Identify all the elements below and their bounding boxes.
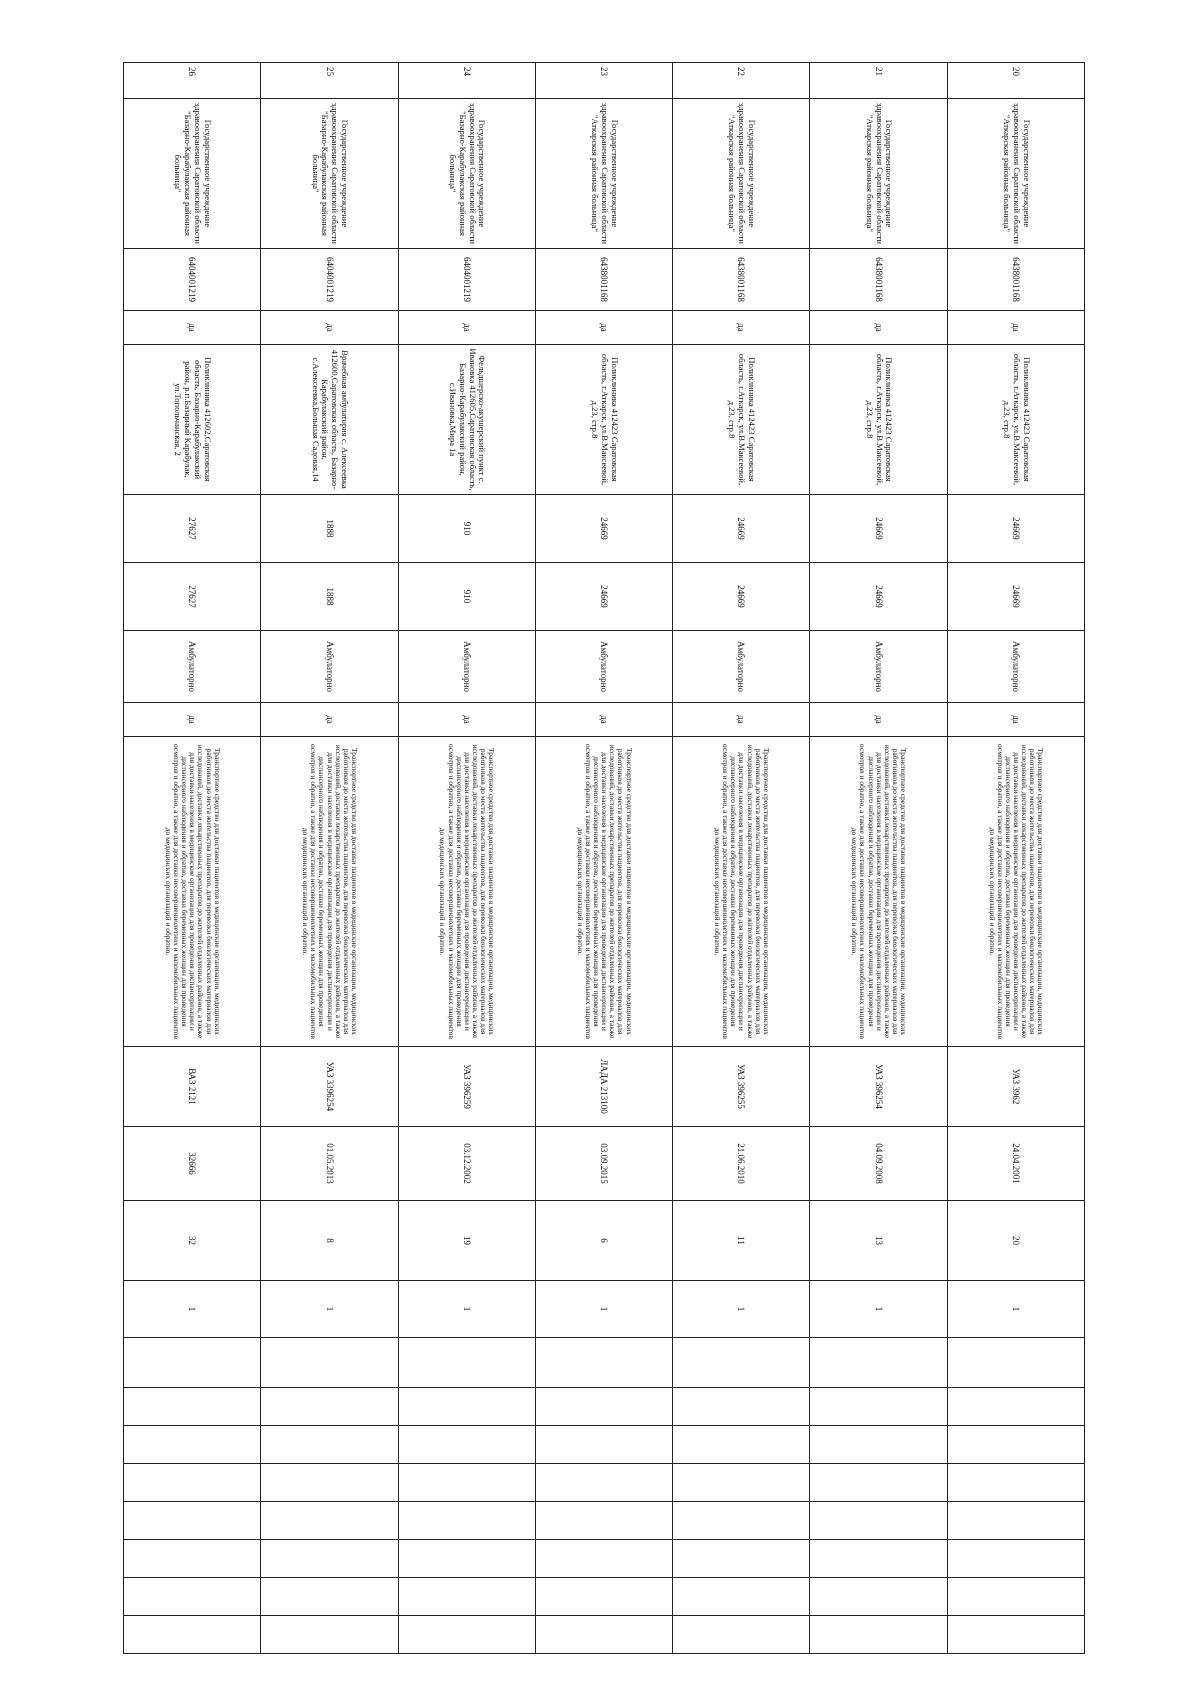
- flag-yes-2: да: [398, 703, 535, 737]
- empty-cell: [810, 1464, 947, 1502]
- empty-cell: [535, 1426, 672, 1464]
- empty-cell: [947, 1540, 1084, 1578]
- empty-cell: [124, 1464, 261, 1502]
- empty-cell: [810, 1426, 947, 1464]
- organization-name: Государственное учреждение здравоохранения Саратовской области "Аткарская районная больница": [810, 99, 947, 249]
- vehicle-purpose: Транспортное средство для доставки пациентов в медицинские организации, медицинских работников до места жительства пациентов, для перевозки биологических материалов для исследований, доставки лекарственных препаратов до жителей отдаленных районов, а также для доставки населения в медицинские организации для проведения диспансеризации и диспансерного наблюдения и обратно, доставки беременных женщин для проведения осмотров и обратно, а также для доставки несовершеннолетних и маломобильных пациентов до медицинских организаций и обратно.: [947, 737, 1084, 1047]
- manufacture-date: 04.09.2008: [810, 1127, 947, 1201]
- empty-cell: [673, 1464, 810, 1502]
- table-row: [124, 63, 261, 1654]
- empty-cell: [673, 1388, 810, 1426]
- empty-cell: [535, 1540, 672, 1578]
- table-row: [947, 63, 1084, 1654]
- empty-cell: [398, 1426, 535, 1464]
- empty-cell: [673, 1338, 810, 1388]
- vehicle-quantity: 1: [398, 1281, 535, 1338]
- population-count-2: 24669: [673, 563, 810, 631]
- flag-yes-1: да: [124, 311, 261, 345]
- inn-code: 6404001219: [124, 249, 261, 311]
- table-row: [673, 63, 810, 1654]
- empty-cell: [810, 1502, 947, 1540]
- empty-cell: [261, 1464, 398, 1502]
- vehicle-age: 19: [398, 1201, 535, 1281]
- vehicle-quantity: 1: [535, 1281, 672, 1338]
- empty-cell: [673, 1426, 810, 1464]
- vehicle-model: ВАЗ 2121: [124, 1047, 261, 1127]
- manufacture-date: 21.06.2010: [673, 1127, 810, 1201]
- empty-cell: [398, 1338, 535, 1388]
- flag-yes-2: да: [261, 703, 398, 737]
- empty-cell: [535, 1338, 672, 1388]
- empty-cell: [261, 1338, 398, 1388]
- flag-yes-1: да: [535, 311, 672, 345]
- empty-cell: [124, 1426, 261, 1464]
- table-row: [535, 63, 672, 1654]
- empty-cell: [261, 1502, 398, 1540]
- empty-cell: [810, 1540, 947, 1578]
- population-count-1: 24669: [947, 495, 1084, 563]
- vehicle-quantity: 1: [261, 1281, 398, 1338]
- empty-cell: [673, 1578, 810, 1616]
- empty-cell: [947, 1502, 1084, 1540]
- vehicle-model: УАЗ 3962: [947, 1047, 1084, 1127]
- care-type: Амбулаторно: [947, 631, 1084, 703]
- population-count-2: 24669: [947, 563, 1084, 631]
- facility-address: Поликлиника 412423 Саратовская область, г.Аткарск, ул.В.Максеевой, д.23, стр.8: [810, 345, 947, 495]
- inn-code: 6438001168: [535, 249, 672, 311]
- empty-cell: [810, 1616, 947, 1654]
- population-count-1: 1888: [261, 495, 398, 563]
- vehicle-age: 20: [947, 1201, 1084, 1281]
- care-type: Амбулаторно: [810, 631, 947, 703]
- empty-cell: [124, 1338, 261, 1388]
- facility-address: Поликлиника 412602,Саратовская область, Базарно-Карабулакский район, р.п.Базарный Карабулак, ул.Топольчанская, 2: [124, 345, 261, 495]
- empty-cell: [535, 1616, 672, 1654]
- population-count-1: 910: [398, 495, 535, 563]
- population-count-1: 24669: [673, 495, 810, 563]
- vehicle-quantity: 1: [947, 1281, 1084, 1338]
- empty-cell: [673, 1502, 810, 1540]
- empty-cell: [124, 1388, 261, 1426]
- vehicle-model: УАЗ 3396254: [261, 1047, 398, 1127]
- empty-cell: [398, 1502, 535, 1540]
- inn-code: 6438001168: [947, 249, 1084, 311]
- empty-cell: [947, 1338, 1084, 1388]
- vehicle-age: 13: [810, 1201, 947, 1281]
- empty-cell: [947, 1578, 1084, 1616]
- table-row: [810, 63, 947, 1654]
- population-count-1: 27627: [124, 495, 261, 563]
- empty-cell: [124, 1540, 261, 1578]
- care-type: Амбулаторно: [535, 631, 672, 703]
- facility-address: Поликлиника 412423 Саратовская область, г.Аткарск, ул.В.Максеевой, д.23, стр.8: [673, 345, 810, 495]
- empty-cell: [398, 1540, 535, 1578]
- manufacture-date: 03.12.2002: [398, 1127, 535, 1201]
- flag-yes-2: да: [810, 703, 947, 737]
- empty-cell: [947, 1464, 1084, 1502]
- table-row: [398, 63, 535, 1654]
- vehicle-age: 8: [261, 1201, 398, 1281]
- row-number: 25: [261, 63, 398, 99]
- empty-cell: [261, 1578, 398, 1616]
- manufacture-date: 01.05.2013: [261, 1127, 398, 1201]
- row-number: 21: [810, 63, 947, 99]
- empty-cell: [673, 1616, 810, 1654]
- empty-cell: [947, 1616, 1084, 1654]
- flag-yes-1: да: [398, 311, 535, 345]
- facility-address: Поликлиника 412423 Саратовская область, г.Аткарск, ул.В.Максеевой, д.23, стр.8: [947, 345, 1084, 495]
- table-row: [261, 63, 398, 1654]
- row-number: 20: [947, 63, 1084, 99]
- row-number: 24: [398, 63, 535, 99]
- flag-yes-2: да: [124, 703, 261, 737]
- empty-cell: [810, 1338, 947, 1388]
- vehicle-model: УАЗ 396254: [810, 1047, 947, 1127]
- population-count-2: 24669: [535, 563, 672, 631]
- empty-cell: [673, 1540, 810, 1578]
- empty-cell: [261, 1540, 398, 1578]
- vehicle-age: 11: [673, 1201, 810, 1281]
- organization-name: Государственное учреждение здравоохранения Саратовской области "Аткарская районная больница": [535, 99, 672, 249]
- row-number: 23: [535, 63, 672, 99]
- population-count-1: 24669: [535, 495, 672, 563]
- vehicle-quantity: 1: [810, 1281, 947, 1338]
- organization-name: Государственное учреждение здравоохранения Саратовской области "Базарно-Карабулакская районная больница": [398, 99, 535, 249]
- inn-code: 6404001219: [398, 249, 535, 311]
- vehicle-purpose: Транспортное средство для доставки пациентов в медицинские организации, медицинских работников до места жительства пациентов, для перевозки биологических материалов для исследований, доставки лекарственных препаратов до жителей отдаленных районов, а также для доставки населения в медицинские организации для проведения диспансеризации и диспансерного наблюдения и обратно, доставки беременных женщин для проведения осмотров и обратно, а также для доставки несовершеннолетних и маломобильных пациентов до медицинских организаций и обратно.: [535, 737, 672, 1047]
- population-count-2: 1888: [261, 563, 398, 631]
- empty-cell: [947, 1426, 1084, 1464]
- empty-cell: [947, 1388, 1084, 1426]
- empty-cell: [810, 1578, 947, 1616]
- organization-name: Государственное учреждение здравоохранения Саратовской области "Базарно-Карабулакская районная больница": [124, 99, 261, 249]
- empty-cell: [261, 1426, 398, 1464]
- care-type: Амбулаторно: [261, 631, 398, 703]
- empty-cell: [124, 1578, 261, 1616]
- vehicle-quantity: 1: [673, 1281, 810, 1338]
- flag-yes-1: да: [261, 311, 398, 345]
- population-count-1: 24669: [810, 495, 947, 563]
- flag-yes-2: да: [673, 703, 810, 737]
- care-type: Амбулаторно: [124, 631, 261, 703]
- empty-cell: [535, 1502, 672, 1540]
- empty-cell: [535, 1464, 672, 1502]
- empty-cell: [398, 1616, 535, 1654]
- flag-yes-2: да: [535, 703, 672, 737]
- inn-code: 6438001168: [810, 249, 947, 311]
- care-type: Амбулаторно: [398, 631, 535, 703]
- empty-cell: [124, 1502, 261, 1540]
- care-type: Амбулаторно: [673, 631, 810, 703]
- vehicles-table: [123, 62, 1085, 1654]
- flag-yes-2: да: [947, 703, 1084, 737]
- vehicle-purpose: Транспортное средство для доставки пациентов в медицинские организации, медицинских работников до места жительства пациентов, для перевозки биологических материалов для исследований, доставки лекарственных препаратов до жителей отдаленных районов, а также для доставки населения в медицинские организации для проведения диспансеризации и диспансерного наблюдения и обратно, доставки беременных женщин для проведения осмотров и обратно, а также для доставки несовершеннолетних и маломобильных пациентов до медицинских организаций и обратно.: [398, 737, 535, 1047]
- empty-cell: [535, 1578, 672, 1616]
- manufacture-date: 24.04.2001: [947, 1127, 1084, 1201]
- empty-cell: [398, 1388, 535, 1426]
- vehicle-age: 32: [124, 1201, 261, 1281]
- empty-cell: [810, 1388, 947, 1426]
- empty-cell: [124, 1616, 261, 1654]
- population-count-2: 27627: [124, 563, 261, 631]
- vehicle-purpose: Транспортное средство для доставки пациентов в медицинские организации, медицинских работников до места жительства пациентов, для перевозки биологических материалов для исследований, доставки лекарственных препаратов до жителей отдаленных районов, а также для доставки населения в медицинские организации для проведения диспансеризации и диспансерного наблюдения и обратно, доставки беременных женщин для проведения осмотров и обратно, а также для доставки несовершеннолетних и маломобильных пациентов до медицинских организаций и обратно.: [810, 737, 947, 1047]
- vehicle-purpose: Транспортное средство для доставки пациентов в медицинские организации, медицинских работников до места жительства пациентов, для перевозки биологических материалов для исследований, доставки лекарственных препаратов до жителей отдаленных районов, а также для доставки населения в медицинские организации для проведения диспансеризации и диспансерного наблюдения и обратно, доставки беременных женщин для проведения осмотров и обратно, а также для доставки несовершеннолетних и маломобильных пациентов до медицинских организаций и обратно.: [124, 737, 261, 1047]
- row-number: 26: [124, 63, 261, 99]
- vehicle-purpose: Транспортное средство для доставки пациентов в медицинские организации, медицинских работников до места жительства пациентов, для перевозки биологических материалов для исследований, доставки лекарственных препаратов до жителей отдаленных районов, а также для доставки населения в медицинские организации для проведения диспансеризации и диспансерного наблюдения и обратно, доставки беременных женщин для проведения осмотров и обратно, а также для доставки несовершеннолетних и маломобильных пациентов до медицинских организаций и обратно.: [261, 737, 398, 1047]
- rotated-table-container: [123, 62, 1085, 1637]
- inn-code: 6404001219: [261, 249, 398, 311]
- vehicle-quantity: 1: [124, 1281, 261, 1338]
- flag-yes-1: да: [673, 311, 810, 345]
- organization-name: Государственное учреждение здравоохранения Саратовской области "Базарно-Карабулакская районная больница": [261, 99, 398, 249]
- facility-address: Врачебная амбулатория с. Алексеевка 412600,Саратовская область, Базарно-Карабулакский район, с.Алексеевка,Большая Садовая,14: [261, 345, 398, 495]
- vehicle-age: 6: [535, 1201, 672, 1281]
- flag-yes-1: да: [810, 311, 947, 345]
- empty-cell: [261, 1388, 398, 1426]
- organization-name: Государственное учреждение здравоохранения Саратовской области "Аткарская районная больница": [947, 99, 1084, 249]
- empty-cell: [398, 1464, 535, 1502]
- organization-name: Государственное учреждение здравоохранения Саратовской области "Аткарская районная больница": [673, 99, 810, 249]
- flag-yes-1: да: [947, 311, 1084, 345]
- empty-cell: [535, 1388, 672, 1426]
- vehicle-model: УАЗ 396259: [398, 1047, 535, 1127]
- facility-address: Поликлиника 412423 Саратовская область, г.Аткарск, ул.В.Максеевой, д.23, стр.8: [535, 345, 672, 495]
- population-count-2: 24669: [810, 563, 947, 631]
- vehicle-model: УАЗ 396255: [673, 1047, 810, 1127]
- inn-code: 6438001168: [673, 249, 810, 311]
- manufacture-date: 32666: [124, 1127, 261, 1201]
- empty-cell: [261, 1616, 398, 1654]
- vehicle-purpose: Транспортное средство для доставки пациентов в медицинские организации, медицинских работников до места жительства пациентов, для перевозки биологических материалов для исследований, доставки лекарственных препаратов до жителей отдаленных районов, а также для доставки населения в медицинские организации для проведения диспансеризации и диспансерного наблюдения и обратно, доставки беременных женщин для проведения осмотров и обратно, а также для доставки несовершеннолетних и маломобильных пациентов до медицинских организаций и обратно.: [673, 737, 810, 1047]
- empty-cell: [398, 1578, 535, 1616]
- population-count-2: 910: [398, 563, 535, 631]
- vehicle-model: ЛАДА 213100: [535, 1047, 672, 1127]
- row-number: 22: [673, 63, 810, 99]
- manufacture-date: 03.09.2015: [535, 1127, 672, 1201]
- facility-address: Фельдшерско-акушерский пункт с. Ивановка 412605,Саратовская область, Базарно-Карабулакский район, с.Ивановка,Мира 1а: [398, 345, 535, 495]
